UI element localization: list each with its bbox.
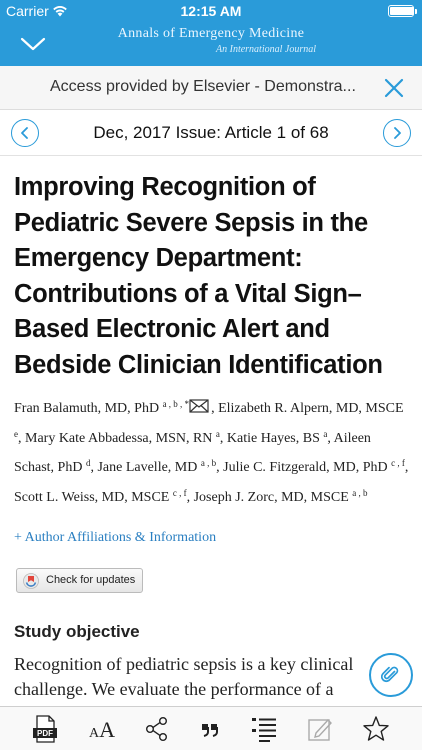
next-article-button[interactable] <box>383 119 411 147</box>
chevron-right-icon <box>390 126 404 140</box>
author-sup: a <box>215 428 220 439</box>
abstract-text: Recognition of pediatric sepsis is a key clinical challenge. We evaluate the performance of a <box>14 654 354 699</box>
author-sup: a <box>323 428 328 439</box>
author-affiliations-link[interactable]: + Author Affiliations & Information <box>14 530 217 545</box>
author-sup: a , b , * <box>162 399 190 409</box>
author-name[interactable]: Julie C. Fitzgerald, MD, PhD <box>223 460 388 475</box>
journal-header <box>0 22 422 66</box>
author-name[interactable]: Jane Lavelle, MD <box>97 460 198 475</box>
star-icon[interactable] <box>362 715 390 743</box>
author-sup: d <box>85 458 91 468</box>
author-name[interactable]: Fran Balamuth, MD, PhD <box>14 401 160 416</box>
author-name[interactable]: Elizabeth R. Alpern, MD, MSCE <box>218 401 404 416</box>
status-time: 12:15 AM <box>180 3 242 19</box>
author-name[interactable]: Mary Kate Abbadessa, MSN, RN <box>25 430 213 446</box>
status-bar <box>0 0 422 22</box>
attachments-button[interactable] <box>369 653 413 697</box>
battery-fill <box>390 7 414 15</box>
section-heading: Study objective <box>14 622 140 641</box>
author-name[interactable]: Katie Hayes, BS <box>226 430 320 446</box>
share-icon[interactable] <box>143 715 171 743</box>
bottom-toolbar <box>0 706 422 750</box>
crossmark-icon <box>23 573 39 589</box>
close-icon[interactable] <box>382 76 406 100</box>
issue-navigation <box>0 110 422 156</box>
journal-subtitle: An International Journal <box>216 44 316 55</box>
mail-icon[interactable] <box>189 399 209 413</box>
author-sup: c , f <box>172 487 187 498</box>
check-for-updates-label: Check for updates <box>46 574 136 586</box>
article-content[interactable] <box>0 156 422 706</box>
author-sup: e <box>14 428 18 439</box>
author-sup: a , b <box>352 487 368 498</box>
carrier-label: Carrier <box>6 3 49 19</box>
access-banner <box>0 66 422 110</box>
access-banner-text: Access provided by Elsevier - Demonstra... <box>50 78 356 95</box>
author-list: Fran Balamuth, MD, PhD $^{a , b , *}$ , Elizabeth R. Alpern, MD, MSCE $^e$, Mary Kate Abbadessa, MSN, RN $^a$, Katie Hayes, BS $^a$, Aileen Schast, PhD $^d$, Jane Lavelle, MD $^{a , b}$, Julie C. Fitzgerald, MD, PhD $^{c , f}$, Scott L. Weiss, MD, MSCE $^{c , f}$, Joseph J. Zorc, MD, MSCE $^{a , b}$ <box>14 399 409 505</box>
cite-icon[interactable] <box>196 715 224 743</box>
battery-icon <box>388 5 414 17</box>
author-name[interactable]: Aileen Schast, PhD <box>14 430 371 475</box>
issue-article-label: Dec, 2017 Issue: Article 1 of 68 <box>93 123 329 142</box>
author-sup: c , f <box>391 458 405 468</box>
check-for-updates-button[interactable] <box>16 568 143 593</box>
article-title: Improving Recognition of Pediatric Severe Sepsis in the Emergency Department: Contributions of a Vital Sign–Based Electronic Alert and Bedside Clinician Identification <box>14 173 383 379</box>
outline-icon[interactable] <box>250 715 278 743</box>
author-name[interactable]: Joseph J. Zorc, MD, MSCE <box>193 489 349 505</box>
pdf-icon[interactable] <box>31 715 59 743</box>
text-size-icon[interactable]: AA <box>89 717 116 742</box>
author-name[interactable]: Scott L. Weiss, MD, MSCE <box>14 489 170 505</box>
journal-title: Annals of Emergency Medicine <box>117 26 305 41</box>
attachment-icon <box>381 665 401 685</box>
pdf-label: PDF <box>37 729 53 738</box>
top-bar <box>0 0 422 66</box>
author-sup: a , b <box>200 458 217 468</box>
note-icon[interactable] <box>306 715 334 743</box>
